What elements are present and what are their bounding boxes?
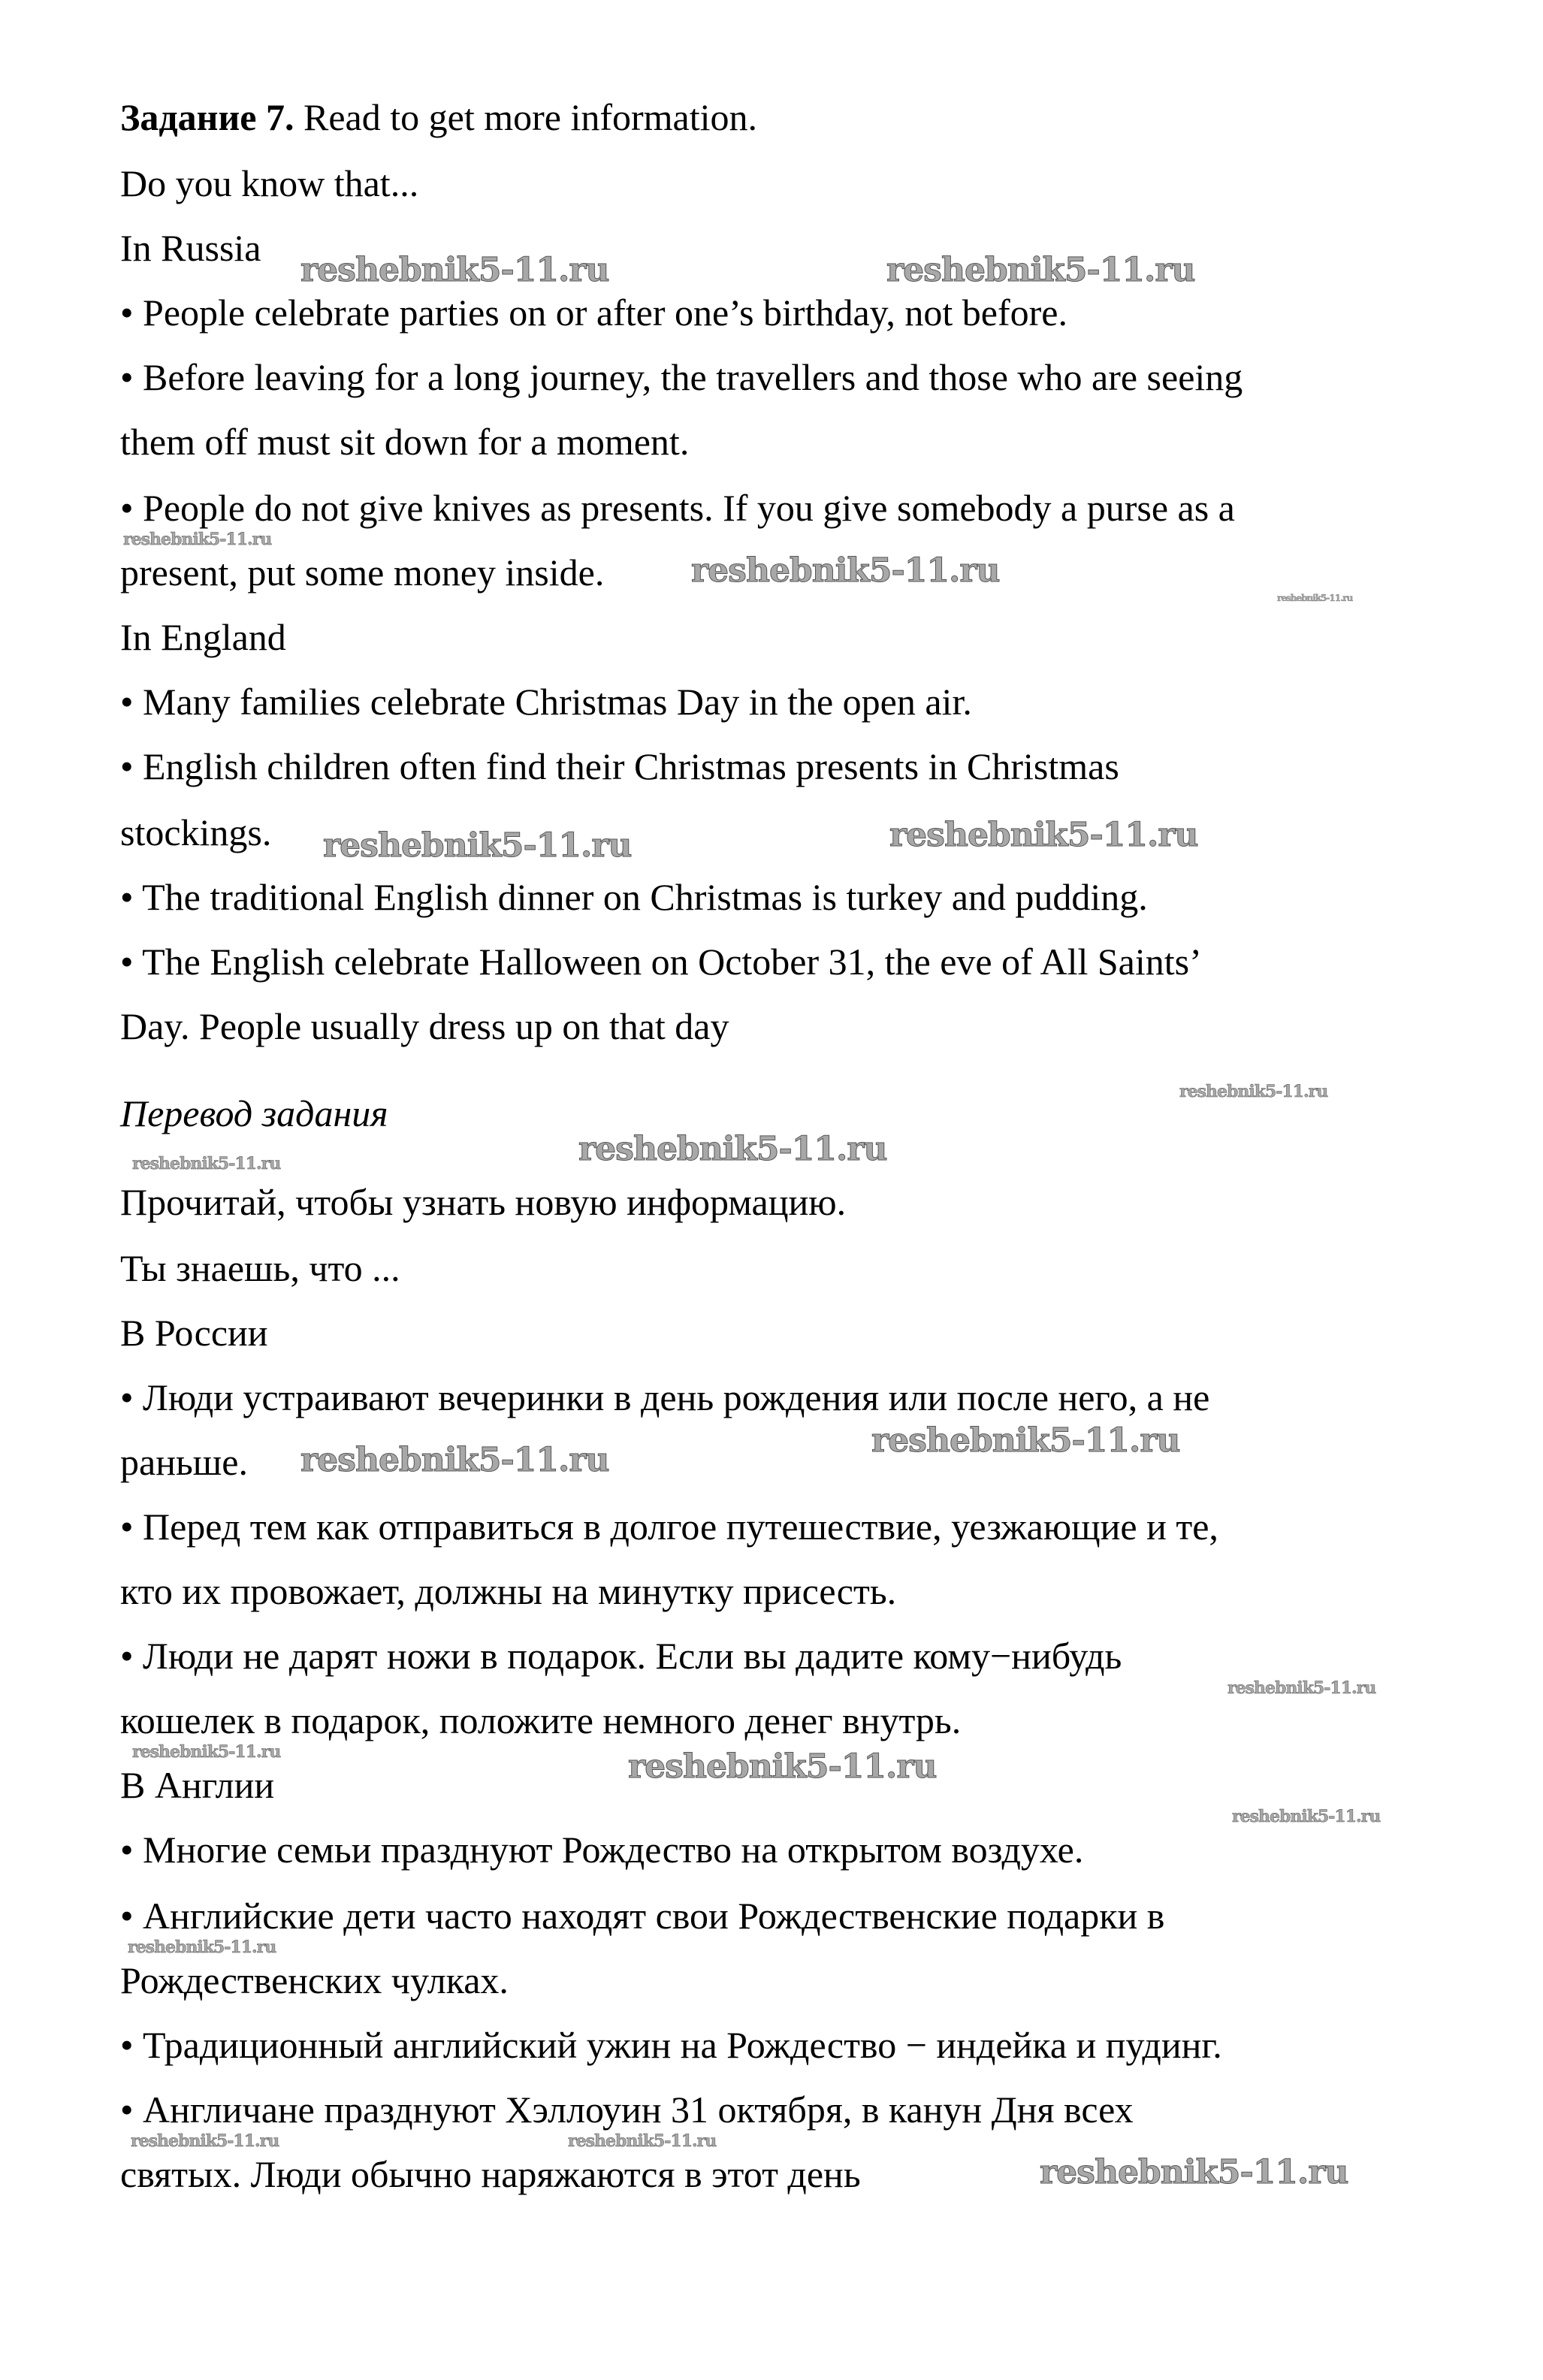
text-line: • Англичане празднуют Хэллоуин 31 октября, в канун Дня всех (120, 2089, 1134, 2131)
watermark: reshebnik5-11.ru (628, 1747, 937, 1786)
task-instruction: Read to get more information. (303, 96, 758, 138)
text-line: святых. Люди обычно наряжаются в этот день (120, 2153, 861, 2195)
section-heading-england-ru: В Англии (120, 1764, 275, 1806)
text-line: • Перед тем как отправиться в долгое путешествие, уезжающие и те, (120, 1506, 1218, 1548)
text-line: them off must sit down for a moment. (120, 421, 690, 463)
watermark: reshebnik5-11.ru (1232, 1807, 1381, 1826)
text-line: • People do not give knives as presents. If you give somebody a purse as a (120, 487, 1235, 529)
watermark: reshebnik5-11.ru (300, 251, 609, 289)
watermark: reshebnik5-11.ru (578, 1130, 887, 1168)
watermark: reshebnik5-11.ru (568, 2131, 717, 2151)
watermark: reshebnik5-11.ru (889, 816, 1198, 854)
text-line: stockings. (120, 811, 272, 853)
text-line: • Before leaving for a long journey, the travellers and those who are seeing (120, 356, 1243, 398)
watermark: reshebnik5-11.ru (691, 551, 1000, 590)
text-line: Day. People usually dress up on that day (120, 1005, 729, 1047)
text-line: • Many families celebrate Christmas Day in the open air. (120, 681, 972, 723)
watermark: reshebnik5-11.ru (128, 1938, 276, 1957)
text-line: кто их провожает, должны на минутку присесть. (120, 1570, 897, 1612)
section-heading-england: In England (120, 616, 286, 658)
text-line: Рождественских чулках. (120, 1959, 509, 2001)
task-title (120, 95, 757, 140)
watermark: reshebnik5-11.ru (1179, 1082, 1328, 1101)
watermark: reshebnik5-11.ru (132, 1154, 281, 1173)
text-line: present, put some money inside. (120, 551, 605, 593)
watermark: reshebnik5-11.ru (1227, 1678, 1376, 1698)
watermark: reshebnik5-11.ru (123, 530, 272, 549)
text-line: • Английские дети часто находят свои Рождественские подарки в (120, 1895, 1165, 1937)
watermark: reshebnik5-11.ru (871, 1421, 1180, 1460)
watermark: reshebnik5-11.ru (1277, 593, 1353, 603)
text-line: • English children often find their Christmas presents in Christmas (120, 745, 1119, 787)
task-label: Задание 7. (120, 96, 294, 138)
watermark: reshebnik5-11.ru (131, 2131, 279, 2151)
section-heading-russia: In Russia (120, 227, 261, 269)
text-line: • People celebrate parties on or after one’s birthday, not before. (120, 291, 1067, 334)
text-line: • Люди не дарят ножи в подарок. Если вы дадите кому−нибудь (120, 1635, 1122, 1677)
text-line: • Люди устраивают вечеринки в день рождения или после него, а не (120, 1376, 1210, 1418)
translation-heading: Перевод задания (120, 1092, 388, 1134)
watermark: reshebnik5-11.ru (132, 1742, 281, 1762)
watermark: reshebnik5-11.ru (300, 1441, 609, 1479)
text-line: • Традиционный английский ужин на Рождество − индейка и пудинг. (120, 2024, 1222, 2066)
section-heading-russia-ru: В России (120, 1312, 268, 1354)
translation-instruction: Прочитай, чтобы узнать новую информацию. (120, 1181, 847, 1223)
text-line: • Многие семьи празднуют Рождество на открытом воздухе. (120, 1829, 1084, 1871)
text-line: раньше. (120, 1441, 248, 1483)
text-line: • The English celebrate Halloween on October 31, the eve of All Saints’ (120, 941, 1202, 983)
intro-line: Do you know that... (120, 162, 419, 204)
text-line: кошелек в подарок, положите немного денег внутрь. (120, 1699, 962, 1741)
watermark: reshebnik5-11.ru (886, 251, 1195, 289)
text-line: • The traditional English dinner on Christmas is turkey and pudding. (120, 876, 1148, 918)
watermark: reshebnik5-11.ru (1040, 2153, 1348, 2191)
translation-intro: Ты знаешь, что ... (120, 1247, 400, 1289)
watermark: reshebnik5-11.ru (323, 826, 632, 865)
